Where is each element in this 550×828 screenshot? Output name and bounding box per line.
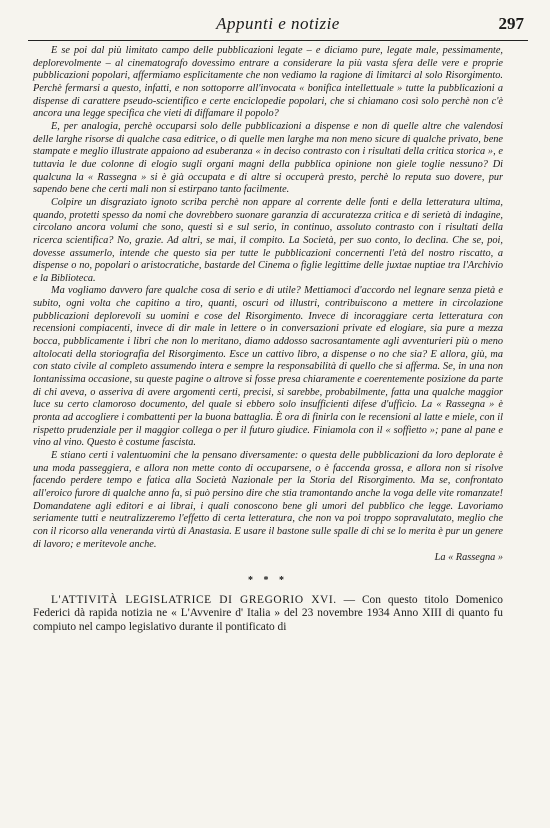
note-paragraph [33, 594, 503, 635]
page-number: 297 [498, 14, 524, 33]
section-separator: * * * [248, 574, 288, 586]
header-rule [28, 40, 528, 41]
note-text: — Con questo titolo Domenico Federici dà rapida notizia ne « L'Avvenire d' Italia » del 23 novembre 1934 Anno XIII di quanto fu compiuto nel campo legislativo durante il pontificato di [33, 593, 503, 633]
note-title: L'ATTIVITÀ LEGISLATRICE DI GREGORIO XVI. [51, 593, 337, 606]
paragraph: E, per analogia, perchè occuparsi solo delle pubblicazioni a dispense e non di quelle altre che valendosi delle larghe risorse di qualche casa editrice, o di quelle men larghe ma non meno sicure di qualche privato, bene stampate e meglio illustrate appaiono ad esuberanza « in deciso contrasto con i risultati della critica storica », e tuttavia le due colonne di elogio sugli organi magni della pubblica opinione non giele toglie nessuno? Di qualcuna la « Rassegna » si è già occupata e di altre si occuperà presto, perchè lo reputa suo dovere, pur sapendo bene che certi mali non si estirpano tanto facilmente. [33, 120, 503, 196]
paragraph: E se poi dal più limitato campo delle pubblicazioni legate – e diciamo pure, legate male, pessimamente, deplorevolmente – al cinematografo dovessimo entrare a considerare la più vasta sfera delle vere e proprie pubblicazioni popolari, affermiamo esplicitamente che non vediamo la ragione di limitarci al solo Risorgimento. Perchè fermarsi a questo, infatti, e non sottoporre all'invocata « bonifica intellettuale » tutte la pubblicazioni a dispense di carattere pseudo-scientifico e certe enciclopedie popolari, che si chiamano così solo perchè non c'è ancora una legge specifica che vieti di diffamare il popolo? [33, 45, 503, 120]
paragraph: Ma vogliamo davvero fare qualche cosa di serio e di utile? Mettiamoci d'accordo nel legnare senza pietà e subito, ogni volta che capitino a tiro, quanti, oscuri od illustri, contribuiscono a mettere in circolazione pubblicazioni deplorevoli su uomini e cose del Risorgimento. Invece di incoraggiare certa letteratura con recensioni compiacenti, invece di dir male in lettere o in conversazioni private ed elogiare, sia pure a mezza bocca, pubblicamente i libri che non lo meritano, diamo addosso sacrosantamente agli avventurieri più o meno altolocati della storiografia del Risorgimento. Esce un cattivo libro, a dispense o no che sia? E allora, giù, ma con stato civile al completo assumendo intera e sempre la responsabilità di quello che si afferma. Se, in una non lontanissima occasione, su queste pagine o altrove si fosse presa chiaramente e coerentemente posizione da parte di chi aveva, o asseriva di avere argomenti certi, precisi, si sarebbe, probabilmente, fatta una qualche maggior luce su certo clamoroso documento, del quale si ebbero solo insufficienti difese d'ufficio. La « Rassegna » è pronta ad accogliere i combattenti per la buona battaglia. È ora di finirla con le recensioni al latte e miele, con il rispetto prudenziale per il maggior collega o per il futuro giudice. Finiamola con il « soffietto »; pane al pane e vino al vino. Questo è costume fascista. [33, 285, 503, 449]
paragraph: Colpire un disgraziato ignoto scriba perchè non appare al corrente delle fonti e della letteratura ultima, quando, protetti spesso da nomi che dovrebbero suonare garanzia di accuratezza critica e di serietà di indagine, circolano ancora volumi che sono, questi sì e sul serio, in continuo, assoluto contrasto con i risultati della ricerca scientifica? No, grazie. Ad altri, se mai, il compito. La Società, per suo conto, lo declina. Che se, poi, dovesse assumerlo, intende che questo sia per tutte le pubblicazioni concernenti l'età del nostro riscatto, a dispense o no, popolari o aristocratiche, bastarde del Cinema o figlie legittime delle juxtae nuptiae tra l'Archivio e la Biblioteca. [33, 196, 503, 284]
running-head: Appunti e notizie [216, 14, 340, 33]
paragraph: E stiano certi i valentuomini che la pensano diversamente: o questa delle pubblicazioni da loro deplorate è una moda passeggiera, e allora non mette conto di occuparsene, o è faccenda grossa, e allora non si risolve facendo perdere tempo e fatica alla Società Nazionale per la Storia del Risorgimento. Ma se, confrontato all'eroico furore di qualche anno fa, si può persino dire che stia tramontando anche la voga delle vite romanzate! Domandatene agli editori e ai librai, i quali conoscono bene gli umori del pubblico che legge. Lavoriamo seriamente tutti e neutralizzeremo l'effetto di certa letteratura, che non va poi troppo sopravalutato, meglio che con il ricorso alla veneranda virtù di Anastasia. E usare il bastone sulle spalle di chi se lo merita è pur un genere di lavoro; e meritevole anche. [33, 450, 503, 550]
body-text [33, 45, 503, 634]
page-header [28, 14, 528, 38]
signature: La « Rassegna » [434, 552, 503, 564]
